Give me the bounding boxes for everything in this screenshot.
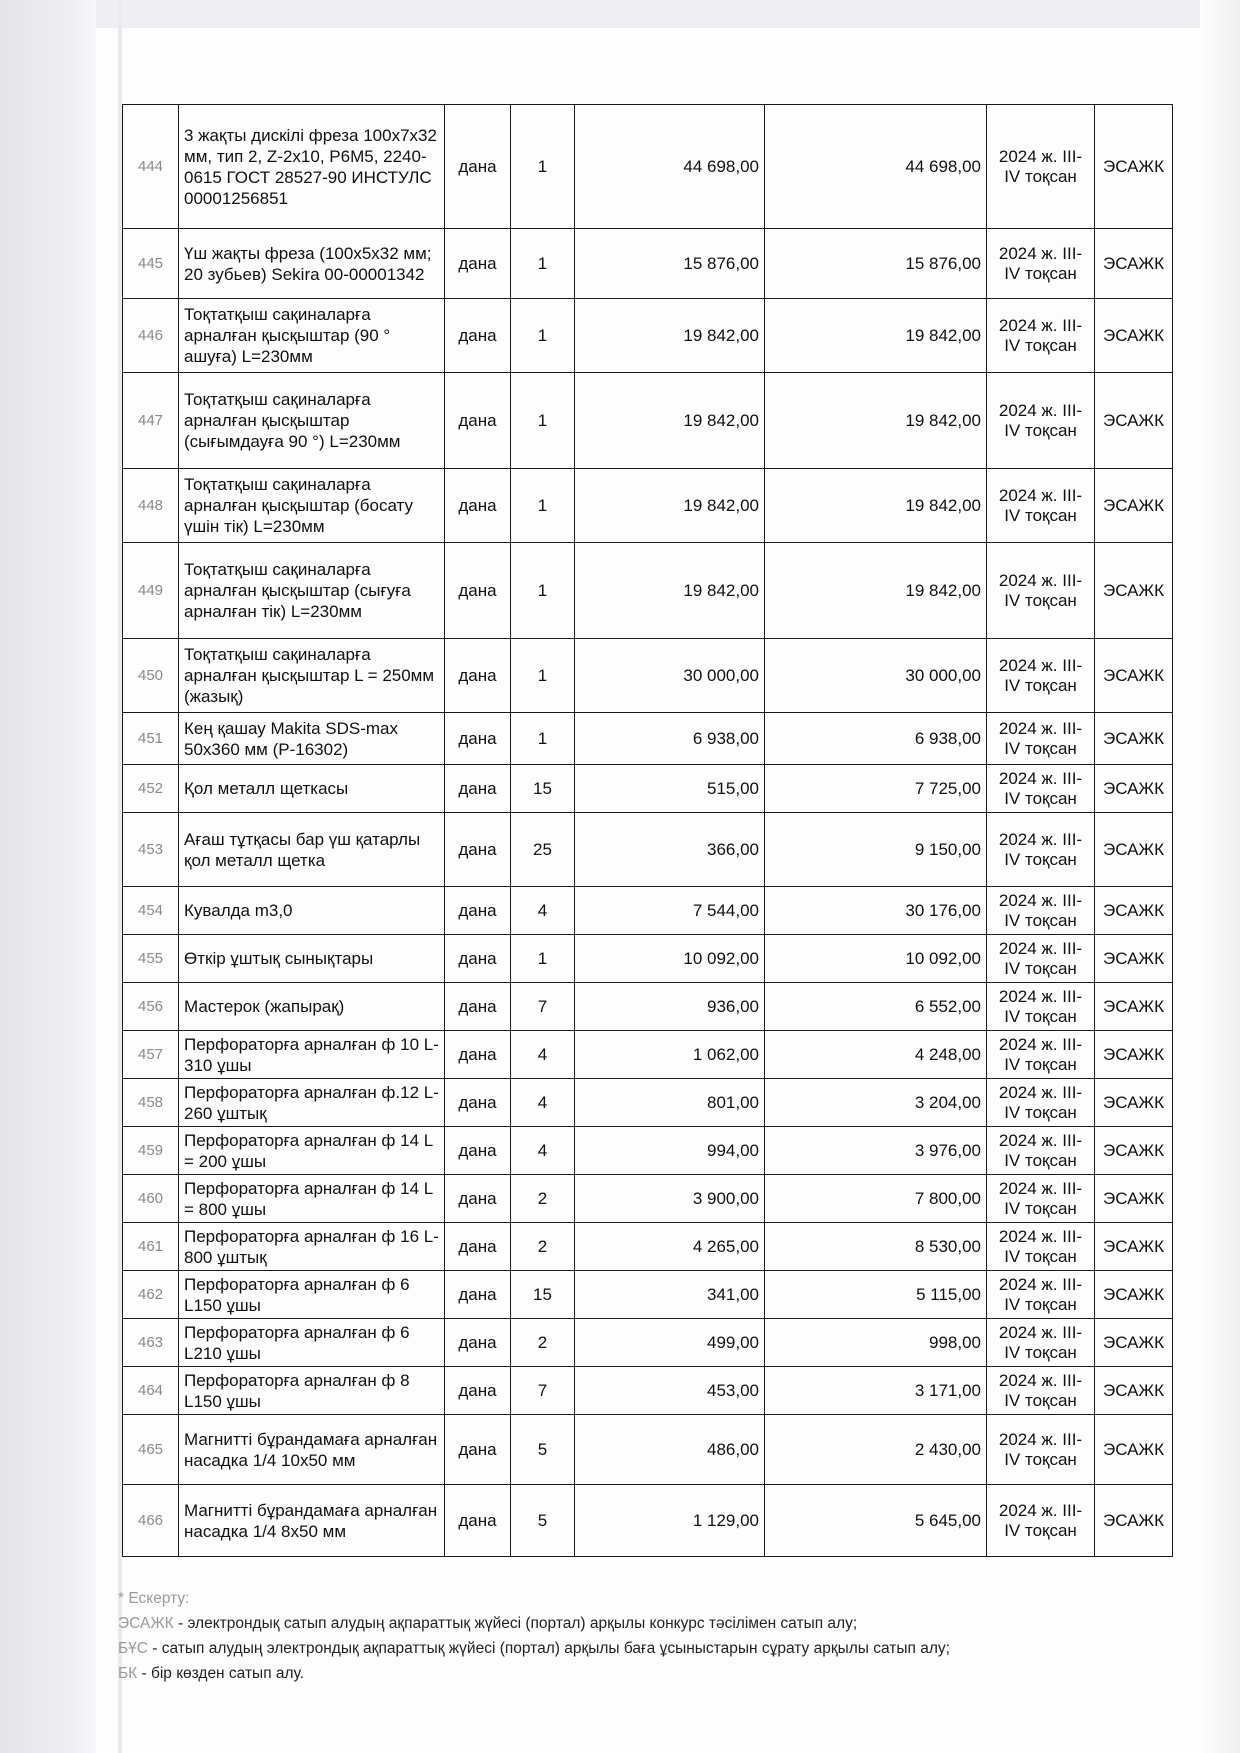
table-row bbox=[123, 1079, 1173, 1127]
item-unit-price: 1 129,00 bbox=[575, 1485, 765, 1557]
item-total: 10 092,00 bbox=[765, 935, 987, 983]
row-number: 448 bbox=[123, 469, 179, 543]
item-unit-price: 486,00 bbox=[575, 1415, 765, 1485]
item-method: ЭСАЖК bbox=[1095, 1127, 1173, 1175]
item-total: 9 150,00 bbox=[765, 813, 987, 887]
item-unit-price: 10 092,00 bbox=[575, 935, 765, 983]
item-name: Перфораторға арналған ф 16 L-800 ұштық bbox=[179, 1223, 445, 1271]
item-total: 5 645,00 bbox=[765, 1485, 987, 1557]
item-quantity: 1 bbox=[511, 469, 575, 543]
item-period: 2024 ж. III-IV тоқсан bbox=[987, 983, 1095, 1031]
scan-left-margin bbox=[0, 0, 96, 1753]
row-number: 455 bbox=[123, 935, 179, 983]
row-number: 445 bbox=[123, 229, 179, 299]
table-row bbox=[123, 1223, 1173, 1271]
item-quantity: 7 bbox=[511, 983, 575, 1031]
item-unit: дана bbox=[445, 105, 511, 229]
table-row bbox=[123, 1031, 1173, 1079]
table-row bbox=[123, 1415, 1173, 1485]
table-row bbox=[123, 639, 1173, 713]
item-quantity: 1 bbox=[511, 105, 575, 229]
item-unit: дана bbox=[445, 229, 511, 299]
item-quantity: 2 bbox=[511, 1223, 575, 1271]
note-item bbox=[118, 1661, 1198, 1686]
item-unit: дана bbox=[445, 713, 511, 765]
item-period: 2024 ж. III-IV тоқсан bbox=[987, 935, 1095, 983]
row-number: 466 bbox=[123, 1485, 179, 1557]
item-total: 998,00 bbox=[765, 1319, 987, 1367]
item-unit-price: 801,00 bbox=[575, 1079, 765, 1127]
item-quantity: 1 bbox=[511, 543, 575, 639]
row-number: 460 bbox=[123, 1175, 179, 1223]
item-unit-price: 15 876,00 bbox=[575, 229, 765, 299]
item-method: ЭСАЖК bbox=[1095, 1271, 1173, 1319]
row-number: 453 bbox=[123, 813, 179, 887]
item-total: 15 876,00 bbox=[765, 229, 987, 299]
item-name: Қол металл щеткасы bbox=[179, 765, 445, 813]
item-name: Тоқтатқыш сақиналарға арналған қысқыштар (90 ° ашуға) L=230мм bbox=[179, 299, 445, 373]
item-period: 2024 ж. III-IV тоқсан bbox=[987, 105, 1095, 229]
item-period: 2024 ж. III-IV тоқсан bbox=[987, 1415, 1095, 1485]
scan-right-margin bbox=[1200, 0, 1240, 1753]
item-total: 6 938,00 bbox=[765, 713, 987, 765]
item-unit-price: 3 900,00 bbox=[575, 1175, 765, 1223]
item-quantity: 1 bbox=[511, 639, 575, 713]
item-unit-price: 366,00 bbox=[575, 813, 765, 887]
row-number: 446 bbox=[123, 299, 179, 373]
item-method: ЭСАЖК bbox=[1095, 765, 1173, 813]
item-name: 3 жақты дискілі фреза 100х7х32 мм, тип 2, Z-2х10, Р6М5, 2240-0615 ГОСТ 28527-90 ИНСТУЛС 00001256851 bbox=[179, 105, 445, 229]
item-method: ЭСАЖК bbox=[1095, 1485, 1173, 1557]
item-unit: дана bbox=[445, 1485, 511, 1557]
item-method: ЭСАЖК bbox=[1095, 1367, 1173, 1415]
row-number: 459 bbox=[123, 1127, 179, 1175]
item-unit-price: 19 842,00 bbox=[575, 299, 765, 373]
note-text: - сатып алудың электрондық ақпараттық жүйесі (портал) арқылы баға ұсыныстарын сұрату арқылы сатып алу; bbox=[148, 1640, 950, 1657]
table-row bbox=[123, 1175, 1173, 1223]
item-unit: дана bbox=[445, 543, 511, 639]
item-total: 7 725,00 bbox=[765, 765, 987, 813]
note-abbr: ЭСАЖК bbox=[118, 1615, 174, 1632]
item-total: 19 842,00 bbox=[765, 469, 987, 543]
table-row bbox=[123, 765, 1173, 813]
item-unit: дана bbox=[445, 1223, 511, 1271]
item-total: 8 530,00 bbox=[765, 1223, 987, 1271]
item-period: 2024 ж. III-IV тоқсан bbox=[987, 1127, 1095, 1175]
item-unit: дана bbox=[445, 887, 511, 935]
item-unit-price: 30 000,00 bbox=[575, 639, 765, 713]
table-row bbox=[123, 299, 1173, 373]
item-unit: дана bbox=[445, 813, 511, 887]
item-quantity: 15 bbox=[511, 1271, 575, 1319]
item-name: Перфораторға арналған ф.12 L-260 ұштық bbox=[179, 1079, 445, 1127]
item-method: ЭСАЖК bbox=[1095, 1223, 1173, 1271]
item-method: ЭСАЖК bbox=[1095, 299, 1173, 373]
notes-section bbox=[118, 1586, 1198, 1686]
item-quantity: 1 bbox=[511, 373, 575, 469]
table-row bbox=[123, 983, 1173, 1031]
item-name: Тоқтатқыш сақиналарға арналған қысқыштар (босату үшін тік) L=230мм bbox=[179, 469, 445, 543]
item-total: 4 248,00 bbox=[765, 1031, 987, 1079]
item-total: 30 000,00 bbox=[765, 639, 987, 713]
table-row bbox=[123, 1319, 1173, 1367]
table-row bbox=[123, 1271, 1173, 1319]
item-unit: дана bbox=[445, 935, 511, 983]
note-item bbox=[118, 1611, 1198, 1636]
item-unit-price: 44 698,00 bbox=[575, 105, 765, 229]
row-number: 463 bbox=[123, 1319, 179, 1367]
item-unit-price: 936,00 bbox=[575, 983, 765, 1031]
item-unit: дана bbox=[445, 765, 511, 813]
item-unit-price: 453,00 bbox=[575, 1367, 765, 1415]
item-quantity: 4 bbox=[511, 887, 575, 935]
item-name: Перфораторға арналған ф 8 L150 ұшы bbox=[179, 1367, 445, 1415]
table-row bbox=[123, 469, 1173, 543]
item-unit-price: 6 938,00 bbox=[575, 713, 765, 765]
item-method: ЭСАЖК bbox=[1095, 229, 1173, 299]
item-quantity: 1 bbox=[511, 229, 575, 299]
item-period: 2024 ж. III-IV тоқсан bbox=[987, 1175, 1095, 1223]
item-total: 19 842,00 bbox=[765, 543, 987, 639]
table-row bbox=[123, 713, 1173, 765]
row-number: 461 bbox=[123, 1223, 179, 1271]
item-method: ЭСАЖК bbox=[1095, 469, 1173, 543]
item-period: 2024 ж. III-IV тоқсан bbox=[987, 765, 1095, 813]
item-unit-price: 19 842,00 bbox=[575, 543, 765, 639]
table-row bbox=[123, 229, 1173, 299]
item-method: ЭСАЖК bbox=[1095, 1319, 1173, 1367]
item-method: ЭСАЖК bbox=[1095, 713, 1173, 765]
notes-title bbox=[118, 1586, 1198, 1611]
item-name: Перфораторға арналған ф 6 L150 ұшы bbox=[179, 1271, 445, 1319]
note-abbr: БК bbox=[118, 1665, 138, 1682]
note-text: - электрондық сатып алудың ақпараттық жүйесі (портал) арқылы конкурс тәсілімен сатып алу; bbox=[173, 1615, 858, 1632]
item-method: ЭСАЖК bbox=[1095, 1175, 1173, 1223]
table-row bbox=[123, 1367, 1173, 1415]
item-unit: дана bbox=[445, 1127, 511, 1175]
item-name: Ағаш тұтқасы бар үш қатарлы қол металл щетка bbox=[179, 813, 445, 887]
item-name: Перфораторға арналған ф 10 L-310 ұшы bbox=[179, 1031, 445, 1079]
table-row bbox=[123, 543, 1173, 639]
item-period: 2024 ж. III-IV тоқсан bbox=[987, 1319, 1095, 1367]
item-method: ЭСАЖК bbox=[1095, 935, 1173, 983]
row-number: 457 bbox=[123, 1031, 179, 1079]
item-method: ЭСАЖК bbox=[1095, 373, 1173, 469]
item-unit: дана bbox=[445, 1031, 511, 1079]
item-total: 30 176,00 bbox=[765, 887, 987, 935]
item-period: 2024 ж. III-IV тоқсан bbox=[987, 1031, 1095, 1079]
item-unit-price: 19 842,00 bbox=[575, 373, 765, 469]
item-name: Перфораторға арналған ф 14 L = 200 ұшы bbox=[179, 1127, 445, 1175]
item-total: 19 842,00 bbox=[765, 373, 987, 469]
item-name: Перфораторға арналған ф 14 L = 800 ұшы bbox=[179, 1175, 445, 1223]
item-period: 2024 ж. III-IV тоқсан bbox=[987, 813, 1095, 887]
item-total: 3 171,00 bbox=[765, 1367, 987, 1415]
item-period: 2024 ж. III-IV тоқсан bbox=[987, 887, 1095, 935]
item-period: 2024 ж. III-IV тоқсан bbox=[987, 1223, 1095, 1271]
row-number: 451 bbox=[123, 713, 179, 765]
item-method: ЭСАЖК bbox=[1095, 543, 1173, 639]
item-quantity: 2 bbox=[511, 1175, 575, 1223]
item-period: 2024 ж. III-IV тоқсан bbox=[987, 1367, 1095, 1415]
item-name: Перфораторға арналған ф 6 L210 ұшы bbox=[179, 1319, 445, 1367]
item-total: 3 204,00 bbox=[765, 1079, 987, 1127]
item-name: Тоқтатқыш сақиналарға арналған қысқыштар (сығымдауға 90 °) L=230мм bbox=[179, 373, 445, 469]
item-name: Тоқтатқыш сақиналарға арналған қысқыштар L = 250мм (жазық) bbox=[179, 639, 445, 713]
item-method: ЭСАЖК bbox=[1095, 813, 1173, 887]
row-number: 444 bbox=[123, 105, 179, 229]
item-period: 2024 ж. III-IV тоқсан bbox=[987, 639, 1095, 713]
item-total: 6 552,00 bbox=[765, 983, 987, 1031]
item-name: Үш жақты фреза (100х5х32 мм; 20 зубьев) Sekira 00-00001342 bbox=[179, 229, 445, 299]
item-method: ЭСАЖК bbox=[1095, 887, 1173, 935]
item-quantity: 25 bbox=[511, 813, 575, 887]
item-quantity: 1 bbox=[511, 935, 575, 983]
item-unit-price: 341,00 bbox=[575, 1271, 765, 1319]
item-quantity: 7 bbox=[511, 1367, 575, 1415]
item-method: ЭСАЖК bbox=[1095, 105, 1173, 229]
item-unit-price: 19 842,00 bbox=[575, 469, 765, 543]
row-number: 450 bbox=[123, 639, 179, 713]
item-unit-price: 1 062,00 bbox=[575, 1031, 765, 1079]
item-total: 19 842,00 bbox=[765, 299, 987, 373]
item-unit: дана bbox=[445, 299, 511, 373]
item-name: Магнитті бұрандамаға арналған насадка 1/4 8х50 мм bbox=[179, 1485, 445, 1557]
item-quantity: 4 bbox=[511, 1079, 575, 1127]
item-unit: дана bbox=[445, 1175, 511, 1223]
note-text: - бір көзден сатып алу. bbox=[137, 1665, 305, 1682]
item-quantity: 5 bbox=[511, 1415, 575, 1485]
item-quantity: 4 bbox=[511, 1127, 575, 1175]
row-number: 447 bbox=[123, 373, 179, 469]
item-name: Мастерок (жапырақ) bbox=[179, 983, 445, 1031]
table-body bbox=[123, 105, 1173, 1557]
item-total: 3 976,00 bbox=[765, 1127, 987, 1175]
item-unit: дана bbox=[445, 1319, 511, 1367]
item-period: 2024 ж. III-IV тоқсан bbox=[987, 1485, 1095, 1557]
item-quantity: 15 bbox=[511, 765, 575, 813]
item-period: 2024 ж. III-IV тоқсан bbox=[987, 469, 1095, 543]
item-unit: дана bbox=[445, 1271, 511, 1319]
item-unit: дана bbox=[445, 1367, 511, 1415]
item-quantity: 4 bbox=[511, 1031, 575, 1079]
item-method: ЭСАЖК bbox=[1095, 1079, 1173, 1127]
item-total: 2 430,00 bbox=[765, 1415, 987, 1485]
table-row bbox=[123, 935, 1173, 983]
item-period: 2024 ж. III-IV тоқсан bbox=[987, 713, 1095, 765]
item-period: 2024 ж. III-IV тоқсан bbox=[987, 229, 1095, 299]
item-total: 44 698,00 bbox=[765, 105, 987, 229]
row-number: 454 bbox=[123, 887, 179, 935]
procurement-table bbox=[122, 104, 1173, 1557]
table-row bbox=[123, 813, 1173, 887]
row-number: 462 bbox=[123, 1271, 179, 1319]
item-unit: дана bbox=[445, 1415, 511, 1485]
row-number: 449 bbox=[123, 543, 179, 639]
item-period: 2024 ж. III-IV тоқсан bbox=[987, 299, 1095, 373]
item-quantity: 1 bbox=[511, 713, 575, 765]
item-unit: дана bbox=[445, 373, 511, 469]
item-method: ЭСАЖК bbox=[1095, 1031, 1173, 1079]
row-number: 464 bbox=[123, 1367, 179, 1415]
table-row bbox=[123, 373, 1173, 469]
item-unit: дана bbox=[445, 1079, 511, 1127]
notes-title-text: * Ескерту: bbox=[118, 1590, 190, 1607]
item-unit: дана bbox=[445, 469, 511, 543]
item-quantity: 2 bbox=[511, 1319, 575, 1367]
item-method: ЭСАЖК bbox=[1095, 639, 1173, 713]
row-number: 452 bbox=[123, 765, 179, 813]
item-unit-price: 515,00 bbox=[575, 765, 765, 813]
item-period: 2024 ж. III-IV тоқсан bbox=[987, 373, 1095, 469]
table-row bbox=[123, 1127, 1173, 1175]
table-row bbox=[123, 887, 1173, 935]
item-quantity: 1 bbox=[511, 299, 575, 373]
item-name: Тоқтатқыш сақиналарға арналған қысқыштар (сығуға арналған тік) L=230мм bbox=[179, 543, 445, 639]
note-item bbox=[118, 1636, 1198, 1661]
table-row bbox=[123, 105, 1173, 229]
item-total: 7 800,00 bbox=[765, 1175, 987, 1223]
item-unit-price: 4 265,00 bbox=[575, 1223, 765, 1271]
item-method: ЭСАЖК bbox=[1095, 983, 1173, 1031]
row-number: 458 bbox=[123, 1079, 179, 1127]
item-unit-price: 499,00 bbox=[575, 1319, 765, 1367]
item-unit-price: 7 544,00 bbox=[575, 887, 765, 935]
row-number: 465 bbox=[123, 1415, 179, 1485]
note-abbr: БҰС bbox=[118, 1640, 148, 1657]
item-period: 2024 ж. III-IV тоқсан bbox=[987, 1271, 1095, 1319]
item-period: 2024 ж. III-IV тоқсан bbox=[987, 543, 1095, 639]
item-name: Кувалда m3,0 bbox=[179, 887, 445, 935]
item-quantity: 5 bbox=[511, 1485, 575, 1557]
item-method: ЭСАЖК bbox=[1095, 1415, 1173, 1485]
item-unit-price: 994,00 bbox=[575, 1127, 765, 1175]
item-name: Өткір ұштық сынықтары bbox=[179, 935, 445, 983]
row-number: 456 bbox=[123, 983, 179, 1031]
item-unit: дана bbox=[445, 639, 511, 713]
item-name: Магнитті бұрандамаға арналған насадка 1/4 10х50 мм bbox=[179, 1415, 445, 1485]
item-name: Кең қашау Makita SDS-max 50х360 мм (Р-16302) bbox=[179, 713, 445, 765]
item-period: 2024 ж. III-IV тоқсан bbox=[987, 1079, 1095, 1127]
item-total: 5 115,00 bbox=[765, 1271, 987, 1319]
scan-top-margin bbox=[0, 0, 1240, 28]
table-row bbox=[123, 1485, 1173, 1557]
item-unit: дана bbox=[445, 983, 511, 1031]
